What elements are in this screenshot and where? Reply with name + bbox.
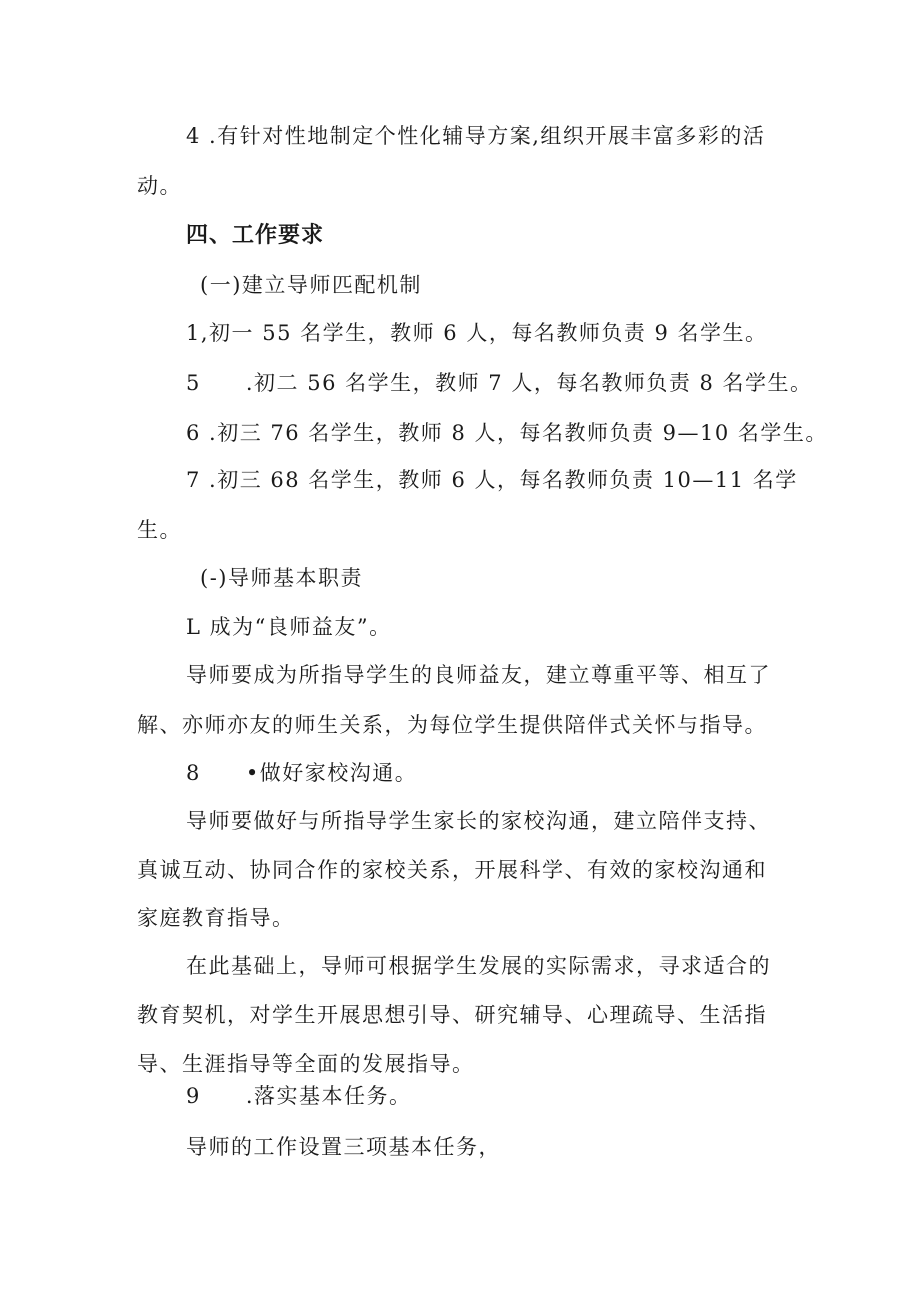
subsection-heading-mentor-matching: (一)建立导师匹配机制	[200, 273, 422, 297]
list-item-grade-9-b-line-2: 生。	[137, 518, 182, 542]
paragraph-basic-tasks-line-1: 导师的工作设置三项基本任务，	[186, 1135, 501, 1159]
paragraph-home-school-line-3: 家庭教育指导。	[137, 906, 295, 930]
section-heading-work-requirements: 四、工作要求	[186, 223, 325, 248]
paragraph-development-line-3: 导、生涯指导等全面的发展指导。	[137, 1052, 475, 1076]
list-item-grade-8: 5 .初二 56 名学生，教师 7 人，每名教师负责 8 名学生。	[186, 371, 813, 395]
list-item-grade-7: 1,初一 55 名学生，教师 6 人，每名教师负责 9 名学生。	[186, 321, 768, 345]
paragraph-home-school-line-1: 导师要做好与所指导学生家长的家校沟通，建立陪伴支持、	[186, 809, 771, 833]
paragraph-item-4-line-1: 4 .有针对性地制定个性化辅导方案,组织开展丰富多彩的活	[186, 124, 766, 148]
subsection-heading-mentor-duties: (-)导师基本职责	[200, 566, 363, 590]
paragraph-development-line-2: 教育契机，对学生开展思想引导、研究辅导、心理疏导、生活指	[137, 1003, 767, 1027]
paragraph-item-4-line-2: 动。	[137, 174, 182, 198]
paragraph-good-mentor-line-1: 导师要成为所指导学生的良师益友，建立尊重平等、相互了	[186, 663, 771, 687]
duty-heading-basic-tasks: 9 .落实基本任务。	[186, 1084, 412, 1108]
duty-heading-home-school: 8 •做好家校沟通。	[186, 761, 418, 785]
duty-heading-good-mentor: L 成为“良师益友”。	[186, 615, 392, 639]
list-item-grade-9-b-line-1: 7 .初三 68 名学生，教师 6 人，每名教师负责 10—11 名学	[186, 468, 798, 492]
paragraph-good-mentor-line-2: 解、亦师亦友的师生关系，为每位学生提供陪伴式关怀与指导。	[137, 713, 767, 737]
paragraph-home-school-line-2: 真诚互动、协同合作的家校关系，开展科学、有效的家校沟通和	[137, 858, 767, 882]
list-item-grade-9-a: 6 .初三 76 名学生，教师 8 人，每名教师负责 9—10 名学生。	[186, 421, 828, 445]
paragraph-development-line-1: 在此基础上，导师可根据学生发展的实际需求，寻求适合的	[186, 954, 771, 978]
